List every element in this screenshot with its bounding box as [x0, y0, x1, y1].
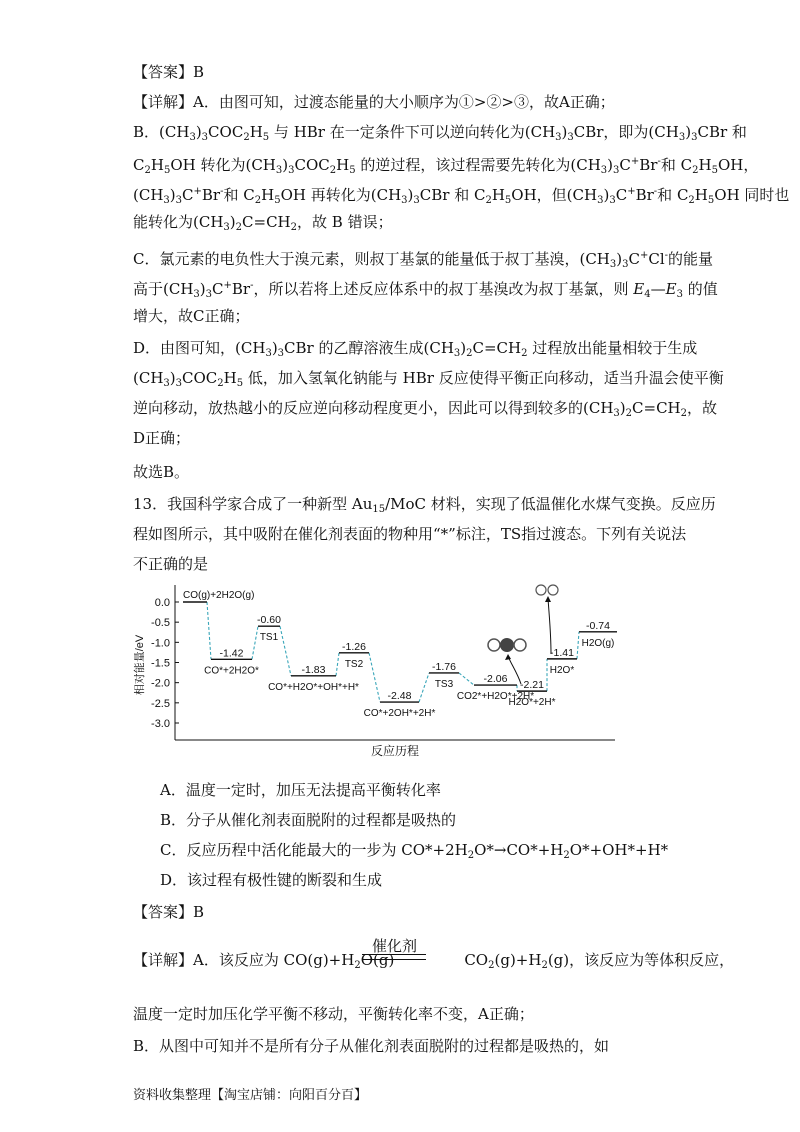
- detail-a-13-line2: 温度一定时加压化学平衡不移动，平衡转化率不变，A正确；: [133, 1005, 534, 1023]
- option-a: A．温度一定时，加压无法提高平衡转化率: [160, 781, 441, 799]
- energy-value-label: -1.41: [550, 646, 574, 659]
- connector-line: [252, 626, 258, 659]
- co2-molecule-icon: [488, 638, 526, 652]
- q13-stem-line2: 程如图所示，其中吸附在催化剂表面的物种用“*”标注，TS指过渡态。下列有关说法: [133, 525, 687, 543]
- y-tick-label: -0.5: [151, 617, 170, 630]
- species-label: CO2*+H2O*+2H*: [456, 691, 535, 703]
- detail-b-line3: $(CH_3)_3C^+Br^-$和 $C_2H_5OH$ 再转化为$(CH_3)_3CBr$ 和 $C_2H_5OH$，但$(CH_3)_3C^+Br^-$和 $C_2H_5OH$ 同时也: [133, 186, 790, 206]
- detail-c-line2: 高于$(CH_3)_3C^+Br^-$，所以若将上述反应体系中的叔丁基溴改为叔丁基氯，则 $E_4—E_3$ 的值: [133, 280, 718, 300]
- connector-line: [577, 632, 579, 659]
- species-label: H2O(g): [581, 637, 615, 649]
- choose-b: 故选B。: [133, 463, 190, 481]
- detail-d-line1: D．由图可知，$(CH_3)_3CBr$ 的乙醇溶液生成$(CH_3)_2C=CH_2$ 过程放出能量相较于生成: [133, 339, 698, 359]
- energy-value-label: -1.76: [432, 660, 456, 673]
- species-label: CO*+2OH*+2H*: [363, 708, 436, 720]
- species-label: CO*+H2O*+OH*+H*: [268, 681, 359, 693]
- q13-stem-line3: 不正确的是: [133, 555, 209, 573]
- x-axis-label: 反应历程: [370, 744, 420, 758]
- detail-b-line4: 能转化为$(CH_3)_2C=CH_2$，故 B 错误；: [133, 213, 393, 233]
- option-c: C．反应历程中活化能最大的一步为 $CO*+2H_2O*\to CO*+H_2O*+OH*+H*$: [160, 841, 669, 861]
- reaction-arrow: [362, 954, 426, 960]
- energy-value-label: -1.26: [342, 640, 366, 653]
- detail-d-line2: $(CH_3)_3COC_2H_5$ 低，加入氢氧化钠能与 HBr 反应使得平衡正向移动，适当升温会使平衡: [133, 369, 724, 389]
- species-label: CO*+2H2O*: [204, 665, 259, 677]
- energy-value-label: -1.83: [301, 663, 326, 676]
- detail-d-line4: D正确；: [133, 429, 191, 447]
- energy-value-label: -0.60: [257, 614, 281, 627]
- footer-source: 资料收集整理【淘宝店铺：向阳百分百】: [133, 1088, 368, 1103]
- y-axis-label: 相对能量/eV: [134, 634, 146, 696]
- species-label: TS2: [344, 658, 364, 670]
- species-label: TS3: [434, 678, 454, 690]
- catalyst-label: 催化剂: [372, 937, 418, 955]
- answer-label-13: 【答案】B: [133, 903, 205, 921]
- energy-value-label: -2.21: [520, 679, 544, 692]
- detail-d-line3: 逆向移动，放热越小的反应逆向移动程度更小，因此可以得到较多的$(CH_3)_2C=CH_2$，故: [133, 399, 718, 419]
- y-tick-label: -2.0: [151, 677, 170, 690]
- energy-value-label: -0.74: [586, 619, 610, 632]
- energy-value-label: -2.06: [483, 673, 508, 686]
- detail-a-12: 【详解】A．由图可知，过渡态能量的大小顺序为①>②>③，故A正确；: [133, 93, 615, 111]
- h2-molecule-icon: [536, 585, 558, 595]
- y-tick-label: -1.5: [151, 657, 170, 670]
- species-label: TS1: [259, 632, 279, 644]
- connector-line: [207, 602, 211, 659]
- species-label: H2O*+2H*: [508, 697, 556, 709]
- energy-value-label: -1.42: [219, 647, 244, 660]
- y-tick-label: -3.0: [151, 718, 170, 730]
- detail-b-line2: $C_2H_5OH$ 转化为$(CH_3)_3COC_2H_5$ 的逆过程，该过程需要先转化为$(CH_3)_3C^+Br^-$和 $C_2H_5OH$，: [133, 156, 759, 176]
- connector-line: [459, 673, 474, 685]
- y-tick-label: 0.0: [154, 597, 170, 609]
- q13-stem-line1: 13．我国科学家合成了一种新型 $Au_{15}$/MoC 材料，实现了低温催化水煤气变换。反应历: [133, 495, 716, 515]
- species-label: CO(g)+2H2O(g): [183, 590, 255, 601]
- y-tick-label: -1.0: [151, 637, 170, 650]
- option-b: B．分子从催化剂表面脱附的过程都是吸热的: [160, 811, 457, 829]
- answer-label-12: 【答案】B: [133, 63, 205, 81]
- energy-value-label: -2.48: [387, 690, 412, 703]
- option-d: D．该过程有极性键的断裂和生成: [160, 871, 383, 889]
- detail-c-line1: C．氯元素的电负性大于溴元素，则叔丁基氯的能量低于叔丁基溴，$(CH_3)_3C^+Cl^-$的能量: [133, 250, 714, 270]
- connector-line: [369, 653, 380, 702]
- desorption-arrow-icon: [548, 598, 551, 654]
- species-label: H2O*: [549, 664, 575, 676]
- connector-line: [419, 673, 429, 702]
- detail-b-line1: B．$(CH_3)_3COC_2H_5$ 与 HBr 在一定条件下可以逆向转化为$(CH_3)_3CBr$，即为$(CH_3)_3CBr$ 和: [133, 123, 747, 143]
- connector-line: [280, 626, 291, 676]
- detail-b-13: B．从图中可知并不是所有分子从催化剂表面脱附的过程都是吸热的，如: [133, 1037, 610, 1055]
- energy-profile-chart: [125, 580, 625, 760]
- desorption-arrow-icon: [508, 656, 521, 684]
- detail-c-line3: 增大，故C正确；: [133, 307, 250, 325]
- connector-line: [336, 653, 339, 676]
- y-tick-label: -2.5: [151, 697, 170, 710]
- detail-a-13: 【详解】A．该反应为 $CO(g)+H_2O(g)$ $CO_2(g)+H_2(g)$，该反应为等体积反应，: [133, 951, 735, 971]
